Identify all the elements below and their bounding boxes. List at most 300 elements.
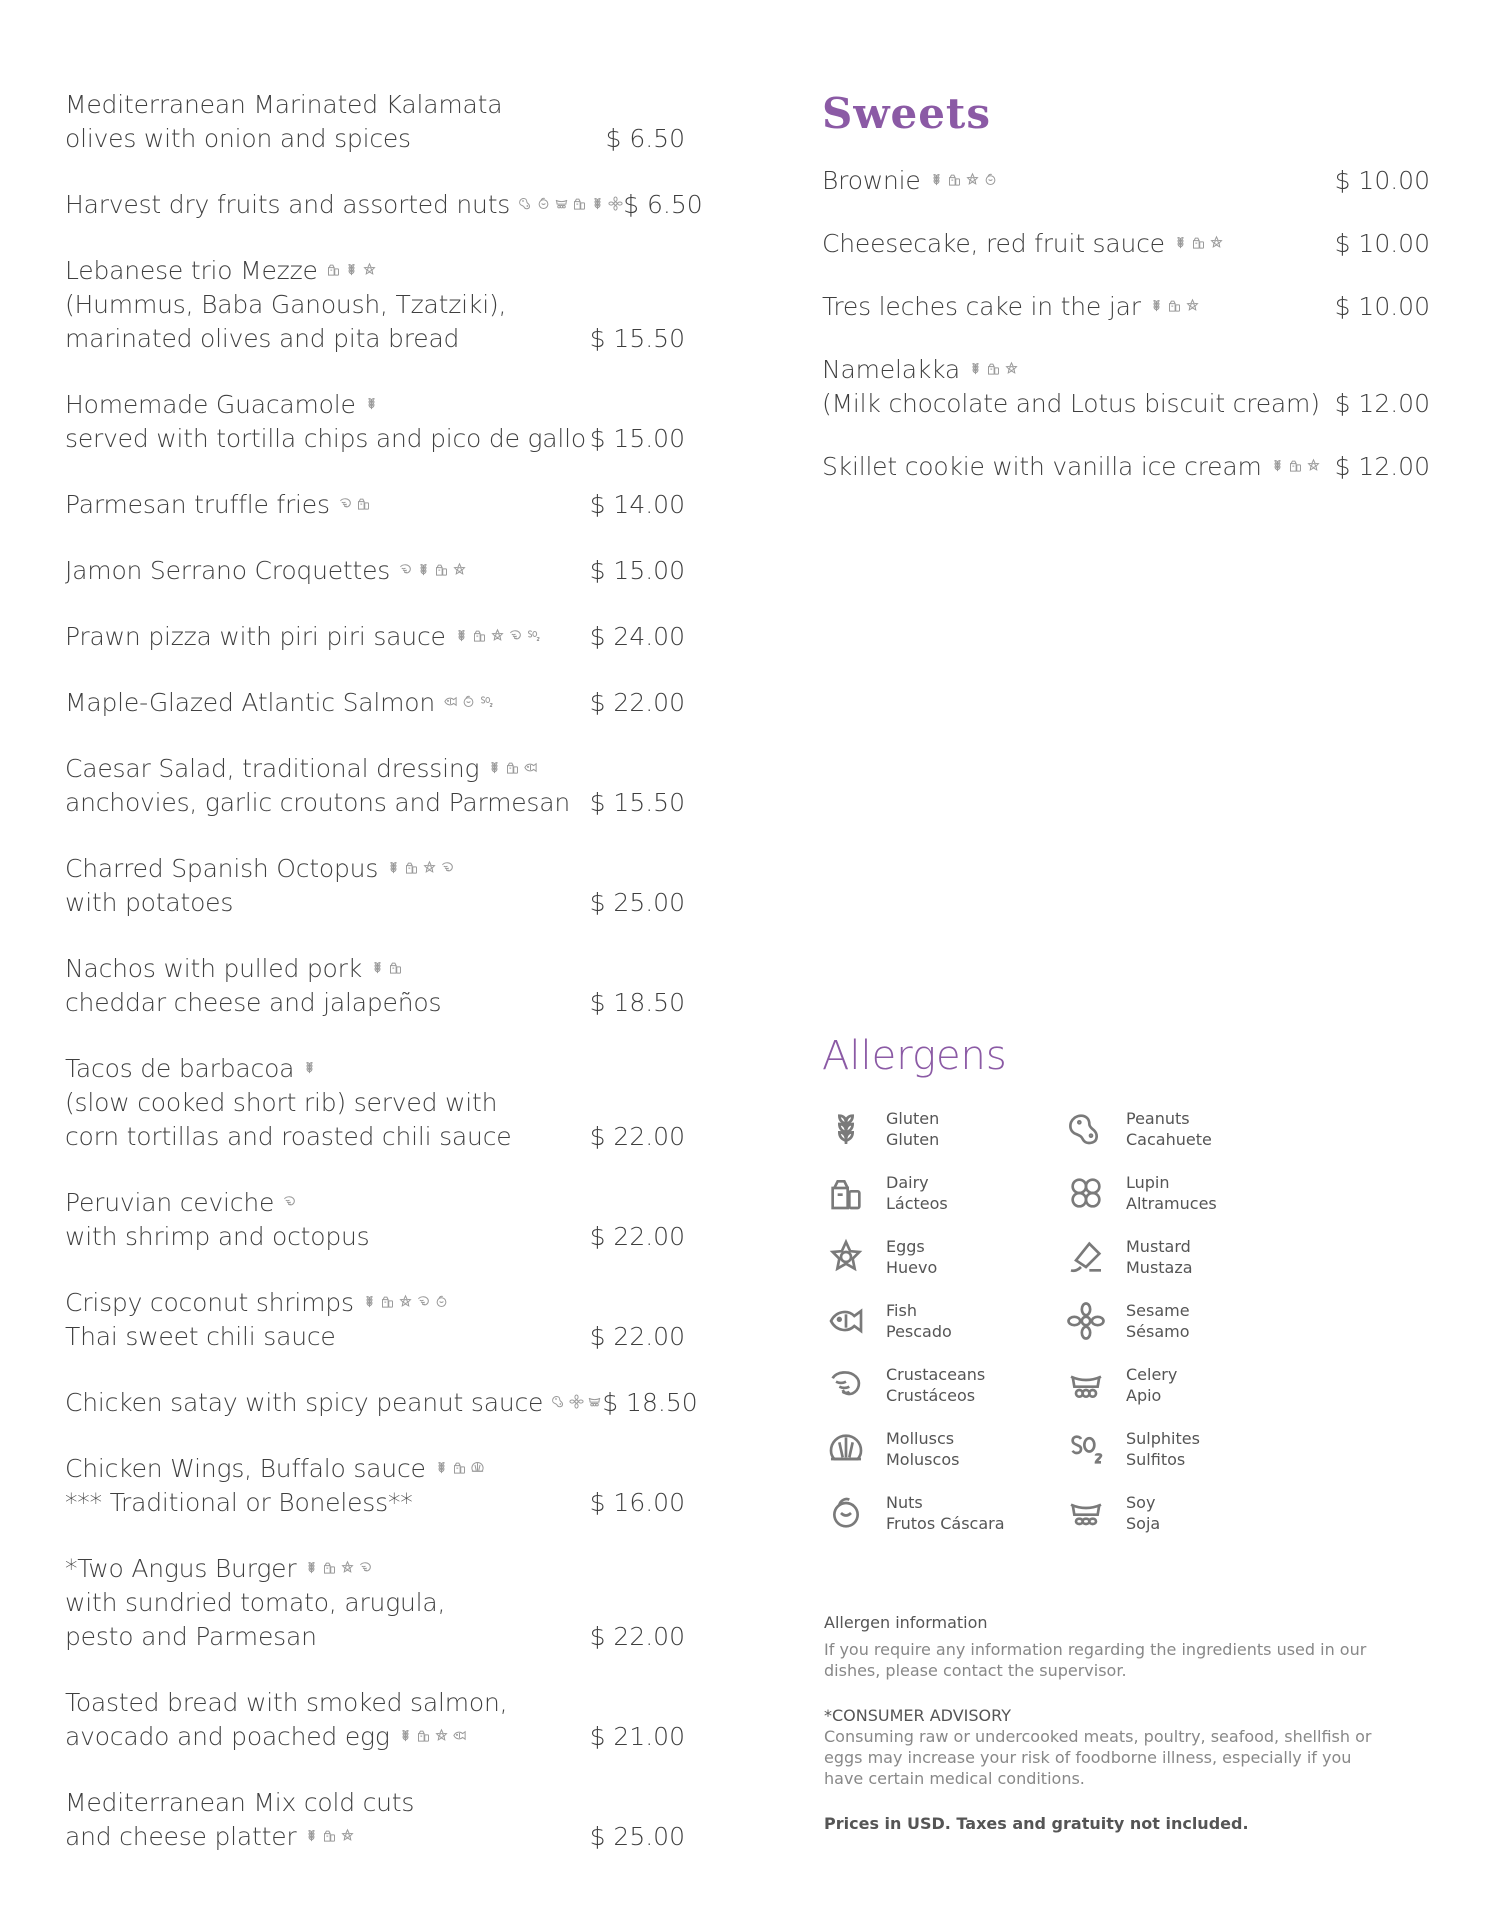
sweets-title: Sweets <box>822 89 991 138</box>
celery-icon <box>1066 1365 1106 1405</box>
allergen-legend-icon <box>826 1109 866 1149</box>
menu-item-text-line <box>65 422 586 456</box>
menu-item <box>65 1386 698 1420</box>
lupin-icon <box>1066 1173 1106 1213</box>
menu-item-text-line <box>65 322 506 356</box>
allergen-names <box>886 1300 952 1342</box>
menu-item-price: $ 12.00 <box>1334 389 1430 418</box>
menu-item-price: $ 18.50 <box>602 1388 698 1417</box>
sweets-section <box>822 86 1430 513</box>
menu-item-description <box>65 1686 507 1754</box>
dairy-icon <box>322 1560 337 1575</box>
allergen-legend-item <box>1062 1174 1302 1212</box>
allergen-names <box>886 1108 939 1150</box>
menu-item <box>65 752 685 820</box>
menu-item-text-line <box>65 1120 511 1154</box>
sulphites-icon <box>479 694 494 709</box>
menu-item-text-line <box>65 1320 449 1354</box>
menu-item-text: Thai sweet chili sauce <box>65 1322 336 1351</box>
menu-item <box>822 290 1430 324</box>
menu-item-price: $ 25.00 <box>589 1822 685 1851</box>
menu-item-description <box>65 1452 485 1520</box>
menu-item-text-line <box>65 1620 445 1654</box>
gluten-icon <box>929 172 944 187</box>
menu-item-text: Maple-Glazed Atlantic Salmon <box>65 688 436 717</box>
crustacean-icon <box>398 562 413 577</box>
allergen-info-text: If you require any information regarding the ingredients used in our dishes, please contact the supervisor. <box>824 1640 1367 1680</box>
menu-item <box>65 254 685 356</box>
dairy-icon <box>404 860 419 875</box>
menu-item-text-line <box>65 620 541 654</box>
menu-item-description <box>65 554 467 588</box>
allergen-name-en: Sesame <box>1126 1301 1190 1320</box>
allergen-legend-icon <box>826 1429 866 1469</box>
menu-item-text-line <box>65 388 586 422</box>
gluten-icon <box>304 1560 319 1575</box>
menu-item-description <box>65 620 541 654</box>
allergen-name-es: Sulfitos <box>1126 1450 1186 1469</box>
menu-item-text: served with tortilla chips and pico de gallo <box>65 424 587 453</box>
soy-icon <box>1066 1493 1106 1533</box>
crustacean-icon <box>416 1294 431 1309</box>
menu-item-price: $ 14.00 <box>589 490 685 519</box>
dairy-icon <box>572 196 587 211</box>
allergen-legend-item <box>822 1174 1062 1212</box>
allergen-icons <box>304 1828 355 1843</box>
egg-icon <box>490 628 505 643</box>
nuts-icon <box>536 196 551 211</box>
menu-item-text: Mediterranean Marinated Kalamata <box>65 90 503 119</box>
menu-item <box>822 164 1430 198</box>
menu-item-price: $ 10.00 <box>1334 229 1430 258</box>
menu-item-price: $ 22.00 <box>589 1222 685 1251</box>
menu-item-text-line <box>65 786 570 820</box>
crustacean-icon <box>338 496 353 511</box>
menu-item-text-line <box>65 852 455 886</box>
allergen-icons <box>304 1560 373 1575</box>
allergen-names <box>1126 1108 1212 1150</box>
allergen-legend-item <box>1062 1302 1302 1340</box>
menu-item <box>65 554 685 588</box>
dairy-icon <box>322 1828 337 1843</box>
allergen-name-en: Peanuts <box>1126 1109 1190 1128</box>
gluten-icon <box>370 960 385 975</box>
menu-item-text: Crispy coconut shrimps <box>65 1288 354 1317</box>
menu-item-text: Tacos de barbacoa <box>65 1054 295 1083</box>
menu-item-description <box>65 752 570 820</box>
allergen-icons <box>929 172 998 187</box>
mustard-icon <box>1066 1237 1106 1277</box>
menu-item-price: $ 25.00 <box>589 888 685 917</box>
gluten-icon <box>302 1060 317 1075</box>
dairy-icon <box>1167 298 1182 313</box>
menu-item <box>65 188 703 222</box>
menu-item-description <box>65 1786 414 1854</box>
menu-item <box>65 1452 685 1520</box>
egg-icon <box>1004 361 1019 376</box>
dairy-icon <box>472 628 487 643</box>
dairy-icon <box>986 361 1001 376</box>
fish-icon <box>443 694 458 709</box>
menu-item-text: with potatoes <box>65 888 234 917</box>
allergen-icons <box>551 1394 602 1409</box>
menu-item-text: Mediterranean Mix cold cuts <box>65 1788 415 1817</box>
allergen-legend-item <box>1062 1430 1302 1468</box>
allergen-icons <box>454 628 541 643</box>
menu-item <box>65 852 685 920</box>
allergen-name-en: Mustard <box>1126 1237 1191 1256</box>
allergen-name-es: Cacahuete <box>1126 1130 1212 1149</box>
menu-item-text-line <box>65 1486 485 1520</box>
allergen-names <box>886 1172 948 1214</box>
menu-item-text: Chicken satay with spicy peanut sauce <box>65 1388 544 1417</box>
gluten-icon <box>1149 298 1164 313</box>
sulphites-icon <box>526 628 541 643</box>
menu-item <box>822 450 1430 484</box>
allergen-icons <box>326 262 377 277</box>
menu-item-text-line <box>65 886 455 920</box>
allergen-icons <box>398 1728 467 1743</box>
menu-item-price: $ 24.00 <box>589 622 685 651</box>
menu-item-description <box>822 450 1321 484</box>
menu-item-text: anchovies, garlic croutons and Parmesan <box>65 788 571 817</box>
gluten-icon <box>344 262 359 277</box>
allergen-legend-icon <box>826 1493 866 1533</box>
menu-item-text-line <box>65 1786 414 1820</box>
menu-item-price: $ 22.00 <box>589 688 685 717</box>
menu-item-price: $ 10.00 <box>1334 166 1430 195</box>
allergen-legend-icon <box>826 1301 866 1341</box>
menu-item <box>65 1052 685 1154</box>
allergen-icons <box>370 960 403 975</box>
allergen-legend <box>822 1110 1422 1532</box>
menu-item-text-line <box>65 952 441 986</box>
menu-item-text: Nachos with pulled pork <box>65 954 362 983</box>
menu-item-text: *Two Angus Burger <box>65 1554 297 1583</box>
menu-item-text: Cheesecake, red fruit sauce <box>822 229 1165 258</box>
dairy-icon <box>416 1728 431 1743</box>
egg-icon <box>398 1294 413 1309</box>
menu-item <box>65 488 685 522</box>
peanut-icon <box>1066 1109 1106 1149</box>
gluten-icon <box>1270 458 1285 473</box>
consumer-advisory-text: Consuming raw or undercooked meats, poultry, seafood, shellfish or eggs may increase your risk of foodborne illness, especially if you have certain medical conditions. <box>824 1727 1372 1788</box>
menu-item-description <box>65 1552 445 1654</box>
allergens-section <box>822 1030 1422 1532</box>
allergen-legend-icon <box>1066 1429 1106 1469</box>
egg-icon <box>422 860 437 875</box>
allergen-icons <box>1149 298 1200 313</box>
allergen-name-en: Dairy <box>886 1173 929 1192</box>
allergen-legend-item <box>822 1366 1062 1404</box>
menu-item-description <box>65 852 455 920</box>
menu-item-text: marinated olives and pita bread <box>65 324 460 353</box>
allergen-name-es: Moluscos <box>886 1450 960 1469</box>
menu-item-price: $ 18.50 <box>589 988 685 1017</box>
allergen-name-es: Crustáceos <box>886 1386 976 1405</box>
allergen-name-es: Sésamo <box>1126 1322 1190 1341</box>
menu-item-text: Harvest dry fruits and assorted nuts <box>65 190 511 219</box>
allergen-icons <box>386 860 455 875</box>
dairy-icon <box>452 1460 467 1475</box>
gluten-icon <box>304 1828 319 1843</box>
menu-item-text: corn tortillas and roasted chili sauce <box>65 1122 512 1151</box>
allergen-legend-icon <box>1066 1173 1106 1213</box>
menu-item-price: $ 15.50 <box>589 788 685 817</box>
menu-item-text: Caesar Salad, traditional dressing <box>65 754 480 783</box>
allergen-icons <box>282 1194 297 1209</box>
menu-item-description <box>65 952 441 1020</box>
fish-icon <box>523 760 538 775</box>
dairy-icon <box>388 960 403 975</box>
menu-item-description <box>65 1052 511 1154</box>
menu-item-text: (Hummus, Baba Ganoush, Tzatziki), <box>65 290 507 319</box>
fish-icon <box>452 1728 467 1743</box>
menu-item-text: Parmesan truffle fries <box>65 490 330 519</box>
menu-item-text-line <box>65 1186 370 1220</box>
menu-item-text-line <box>822 164 998 198</box>
allergen-name-en: Soy <box>1126 1493 1156 1512</box>
egg-icon <box>434 1728 449 1743</box>
menu-item-price: $ 15.00 <box>589 556 685 585</box>
egg-icon <box>1306 458 1321 473</box>
allergen-legend-icon <box>1066 1301 1106 1341</box>
menu-item <box>65 686 685 720</box>
egg-icon <box>362 262 377 277</box>
dairy-icon <box>434 562 449 577</box>
allergen-icons <box>487 760 538 775</box>
menu-item-text: pesto and Parmesan <box>65 1622 317 1651</box>
menu-item-text-line <box>65 1720 507 1754</box>
allergen-icons <box>398 562 467 577</box>
gluten-icon <box>968 361 983 376</box>
dairy-icon <box>380 1294 395 1309</box>
dairy-icon <box>1288 458 1303 473</box>
allergen-legend-icon <box>1066 1493 1106 1533</box>
allergen-legend-icon <box>826 1173 866 1213</box>
menu-item-text-line <box>65 288 506 322</box>
menu-item <box>65 620 685 654</box>
allergen-name-es: Apio <box>1126 1386 1162 1405</box>
menu-item-text-line <box>822 227 1224 261</box>
menu-item-text: Peruvian ceviche <box>65 1188 275 1217</box>
menu-item <box>65 1186 685 1254</box>
egg-icon <box>340 1560 355 1575</box>
menu-item <box>822 227 1430 261</box>
menu-item-description <box>822 353 1320 421</box>
menu-item-text: (slow cooked short rib) served with <box>65 1088 498 1117</box>
menu-item-text: Jamon Serrano Croquettes <box>65 556 391 585</box>
allergen-names <box>1126 1492 1160 1534</box>
menu-item-description <box>65 1386 602 1420</box>
allergen-name-en: Gluten <box>886 1109 940 1128</box>
menu-item-price: $ 15.50 <box>589 324 685 353</box>
allergen-name-en: Eggs <box>886 1237 925 1256</box>
dairy-icon <box>947 172 962 187</box>
menu-item-price: $ 16.00 <box>589 1488 685 1517</box>
gluten-icon <box>590 196 605 211</box>
allergen-legend-item <box>1062 1494 1302 1532</box>
menu-item-text: cheddar cheese and jalapeños <box>65 988 442 1017</box>
menu-item-description <box>822 290 1200 324</box>
allergen-name-es: Frutos Cáscara <box>886 1514 1005 1533</box>
menu-item-text-line <box>65 88 502 122</box>
peanut-icon <box>551 1394 566 1409</box>
menu-item-text: Skillet cookie with vanilla ice cream <box>822 452 1262 481</box>
menu-item <box>65 952 685 1020</box>
menu-item-text-line <box>65 1086 511 1120</box>
menu-item-price: $ 22.00 <box>589 1122 685 1151</box>
menu-item-text: Prawn pizza with piri piri sauce <box>65 622 446 651</box>
menu-item <box>822 353 1430 421</box>
allergen-icons <box>1270 458 1321 473</box>
allergen-names <box>1126 1364 1177 1406</box>
allergen-legend-icon <box>826 1365 866 1405</box>
egg-icon <box>1185 298 1200 313</box>
allergens-title: Allergens <box>822 1033 1007 1079</box>
allergen-names <box>886 1236 937 1278</box>
allergen-legend-item <box>822 1494 1062 1532</box>
menu-item-price: $ 10.00 <box>1334 292 1430 321</box>
menu-item-text-line <box>65 1286 449 1320</box>
egg-icon <box>965 172 980 187</box>
menu-item-text: Lebanese trio Mezze <box>65 256 318 285</box>
celery-icon <box>554 196 569 211</box>
allergen-name-es: Huevo <box>886 1258 938 1277</box>
menu-item-description <box>65 1186 370 1254</box>
gluten-icon <box>362 1294 377 1309</box>
menu-item-text-line <box>65 752 570 786</box>
menu-item-price: $ 15.00 <box>589 424 685 453</box>
dairy-icon <box>1191 235 1206 250</box>
allergen-legend-icon <box>1066 1365 1106 1405</box>
dairy-icon <box>356 496 371 511</box>
allergen-legend-item <box>822 1430 1062 1468</box>
menu-item <box>65 1686 685 1754</box>
allergen-legend-icon <box>1066 1237 1106 1277</box>
menu-item-text: avocado and poached egg <box>65 1722 390 1751</box>
nuts-icon <box>461 694 476 709</box>
allergen-name-en: Sulphites <box>1126 1429 1200 1448</box>
dairy-icon <box>505 760 520 775</box>
menu-item-text-line <box>65 1386 602 1420</box>
menu-item-text: Namelakka <box>822 355 961 384</box>
menu-item-description <box>65 254 506 356</box>
allergen-icons <box>302 1060 317 1075</box>
allergen-legend-item <box>1062 1238 1302 1276</box>
allergen-legend-item <box>822 1302 1062 1340</box>
gluten-icon <box>386 860 401 875</box>
menu-item-text: Homemade Guacamole <box>65 390 356 419</box>
menu-item-text-line <box>65 1220 370 1254</box>
crustacean-icon <box>826 1365 866 1405</box>
menu-item-text-line <box>822 387 1320 421</box>
menu-item-description <box>65 88 502 156</box>
allergen-info-title: Allergen information <box>824 1613 988 1632</box>
menu-item-text-line <box>822 353 1320 387</box>
menu-item-text: Charred Spanish Octopus <box>65 854 379 883</box>
egg-icon <box>826 1237 866 1277</box>
menu-item <box>65 88 685 156</box>
crustacean-icon <box>508 628 523 643</box>
menu-item <box>65 1286 685 1354</box>
allergen-icons <box>518 196 623 211</box>
allergen-icons <box>968 361 1019 376</box>
menu-item-description <box>822 227 1224 261</box>
nuts-icon <box>826 1493 866 1533</box>
allergen-legend-icon <box>1066 1109 1106 1149</box>
allergen-name-es: Mustaza <box>1126 1258 1193 1277</box>
allergen-names <box>886 1364 985 1406</box>
allergen-name-en: Nuts <box>886 1493 923 1512</box>
allergen-names <box>1126 1428 1200 1470</box>
dairy-icon <box>826 1173 866 1213</box>
mollusc-icon <box>470 1460 485 1475</box>
menu-item-text: and cheese platter <box>65 1822 297 1851</box>
allergen-name-en: Celery <box>1126 1365 1178 1384</box>
crustacean-icon <box>358 1560 373 1575</box>
allergen-name-en: Lupin <box>1126 1173 1170 1192</box>
menu-item-text: *** Traditional or Boneless** <box>65 1488 413 1517</box>
allergen-name-en: Molluscs <box>886 1429 955 1448</box>
allergen-icons <box>338 496 371 511</box>
egg-icon <box>1209 235 1224 250</box>
menu-item-text-line <box>65 1452 485 1486</box>
menu-item-text-line <box>65 1820 414 1854</box>
menu-item-price: $ 22.00 <box>589 1622 685 1651</box>
gluten-icon <box>364 396 379 411</box>
allergen-legend-item <box>822 1110 1062 1148</box>
sesame-icon <box>608 196 623 211</box>
allergen-name-es: Lácteos <box>886 1194 948 1213</box>
allergen-legend-item <box>1062 1110 1302 1148</box>
menu-item-text-line <box>65 254 506 288</box>
allergen-legend-item <box>1062 1366 1302 1404</box>
menu-item-text: with sundried tomato, arugula, <box>65 1588 446 1617</box>
allergen-icons <box>362 1294 449 1309</box>
menu-item <box>65 1786 685 1854</box>
sesame-icon <box>1066 1301 1106 1341</box>
gluten-icon <box>454 628 469 643</box>
menu-item-text-line <box>65 1686 507 1720</box>
allergen-names <box>886 1492 1005 1534</box>
menu-item-text: with shrimp and octopus <box>65 1222 370 1251</box>
mollusc-icon <box>826 1429 866 1469</box>
gluten-icon <box>398 1728 413 1743</box>
menu-item-price: $ 21.00 <box>589 1722 685 1751</box>
menu-item-text: (Milk chocolate and Lotus biscuit cream) <box>822 389 1320 418</box>
menu-item-text-line <box>65 488 371 522</box>
menu-item-text: Tres leches cake in the jar <box>822 292 1141 321</box>
allergen-names <box>1126 1236 1193 1278</box>
allergen-name-es: Altramuces <box>1126 1194 1217 1213</box>
dairy-icon <box>326 262 341 277</box>
gluten-icon <box>826 1109 866 1149</box>
menu-item-description <box>822 164 998 198</box>
menu-item-text-line <box>822 450 1321 484</box>
egg-icon <box>340 1828 355 1843</box>
menu-item-description <box>65 188 623 222</box>
allergen-names <box>1126 1300 1190 1342</box>
menu-item-price: $ 12.00 <box>1334 452 1430 481</box>
celery-icon <box>587 1394 602 1409</box>
menu-item-text: Brownie <box>822 166 921 195</box>
menu-item-price: $ 6.50 <box>623 190 703 219</box>
allergen-name-es: Soja <box>1126 1514 1161 1533</box>
menu-item-text-line <box>65 1552 445 1586</box>
peanut-icon <box>518 196 533 211</box>
gluten-icon <box>416 562 431 577</box>
